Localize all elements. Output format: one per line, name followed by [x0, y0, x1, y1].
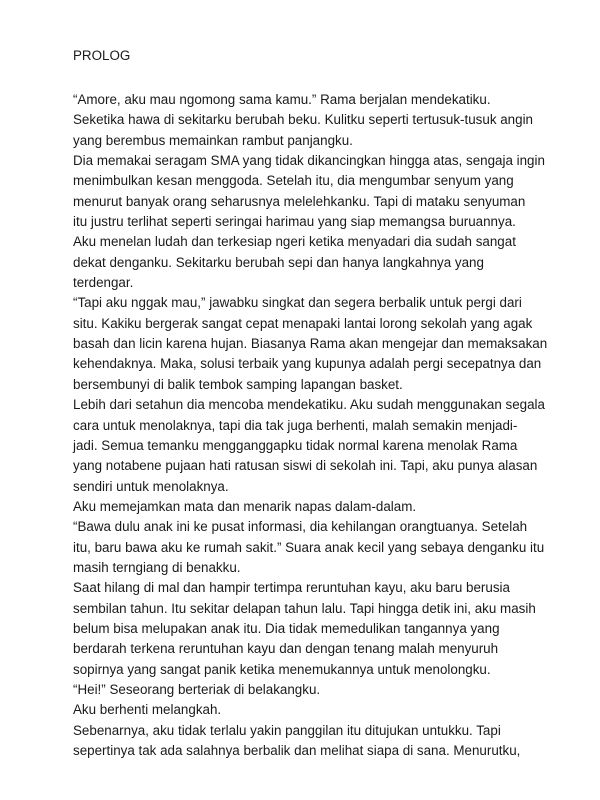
- text-line: Lebih dari setahun dia mencoba mendekatiku. Aku sudah menggunakan segala: [73, 397, 545, 413]
- text-line: sembilan tahun. Itu sekitar delapan tahun lalu. Tapi hingga detik ini, aku masih: [73, 600, 536, 616]
- text-line: itu, baru bawa aku ke rumah sakit.” Suara anak kecil yang sebaya denganku itu: [73, 539, 545, 555]
- text-line: situ. Kakiku bergerak sangat cepat menapaki lantai lorong sekolah yang agak: [73, 315, 533, 331]
- text-line: menurut banyak orang seharusnya melelehkanku. Tapi di mataku senyuman: [73, 193, 526, 209]
- text-line: basah dan licin karena hujan. Biasanya Rama akan mengejar dan memaksakan: [73, 336, 548, 352]
- text-line: terdengar.: [73, 275, 134, 291]
- text-line: sopirnya yang sangat panik ketika menemukannya untuk menolongku.: [73, 661, 491, 677]
- text-line: belum bisa melupakan anak itu. Dia tidak memedulikan tangannya yang: [73, 620, 500, 636]
- text-line: masih terngiang di benakku.: [73, 559, 241, 575]
- text-line: cara untuk menolaknya, tapi dia tak juga berhenti, malah semakin menjadi-: [73, 417, 518, 433]
- text-line: kehendaknya. Maka, solusi terbaik yang kupunya adalah pergi secepatnya dan: [73, 356, 542, 372]
- text-line: sepertinya tak ada salahnya berbalik dan melihat siapa di sana. Menurutku,: [73, 743, 521, 758]
- text-line: menimbulkan kesan menggoda. Setelah itu, dia mengumbar senyum yang: [73, 173, 514, 189]
- text-line: jadi. Semua temanku mengganggapku tidak normal karena menolak Rama: [73, 437, 518, 453]
- text-line: “Amore, aku mau ngomong sama kamu.” Rama berjalan mendekatiku.: [73, 92, 491, 107]
- text-line: Aku berhenti melangkah.: [73, 702, 222, 718]
- body-text: [73, 90, 548, 761]
- text-line: Dia memakai seragam SMA yang tidak dikancingkan hingga atas, sengaja ingin: [73, 153, 545, 169]
- text-line: dekat denganku. Sekitarku berubah sepi dan hanya langkahnya yang: [73, 254, 484, 270]
- text-line: sendiri untuk menolaknya.: [73, 478, 229, 494]
- text-line: yang berembus memainkan rambut panjangku.: [73, 132, 353, 148]
- text-line: Seketika hawa di sekitarku berubah beku. Kulitku seperti tertusuk-tusuk angin: [73, 112, 534, 128]
- text-line: itu justru terlihat seperti seringai harimau yang siap memangsa buruannya.: [73, 214, 516, 230]
- text-line: berdarah terkena reruntuhan kayu dan dengan tenang malah menyuruh: [73, 641, 499, 657]
- text-line: yang notabene pujaan hati ratusan siswi di sekolah ini. Tapi, aku punya alasan: [73, 458, 538, 474]
- text-line: “Hei!” Seseorang berteriak di belakangku.: [73, 681, 321, 697]
- text-line: Sebenarnya, aku tidak terlalu yakin panggilan itu ditujukan untukku. Tapi: [73, 722, 501, 738]
- text-line: bersembunyi di balik tembok samping lapangan basket.: [73, 376, 403, 392]
- text-line: Saat hilang di mal dan hampir tertimpa reruntuhan kayu, aku baru berusia: [73, 580, 510, 596]
- text-line: Aku menelan ludah dan terkesiap ngeri ketika menyadari dia sudah sangat: [73, 234, 516, 250]
- chapter-heading: PROLOG: [73, 48, 131, 63]
- text-line: “Bawa dulu anak ini ke pusat informasi, dia kehilangan orangtuanya. Setelah: [73, 519, 528, 535]
- text-line: Aku memejamkan mata dan menarik napas dalam-dalam.: [73, 498, 417, 514]
- text-line: “Tapi aku nggak mau,” jawabku singkat dan segera berbalik untuk pergi dari: [73, 295, 522, 311]
